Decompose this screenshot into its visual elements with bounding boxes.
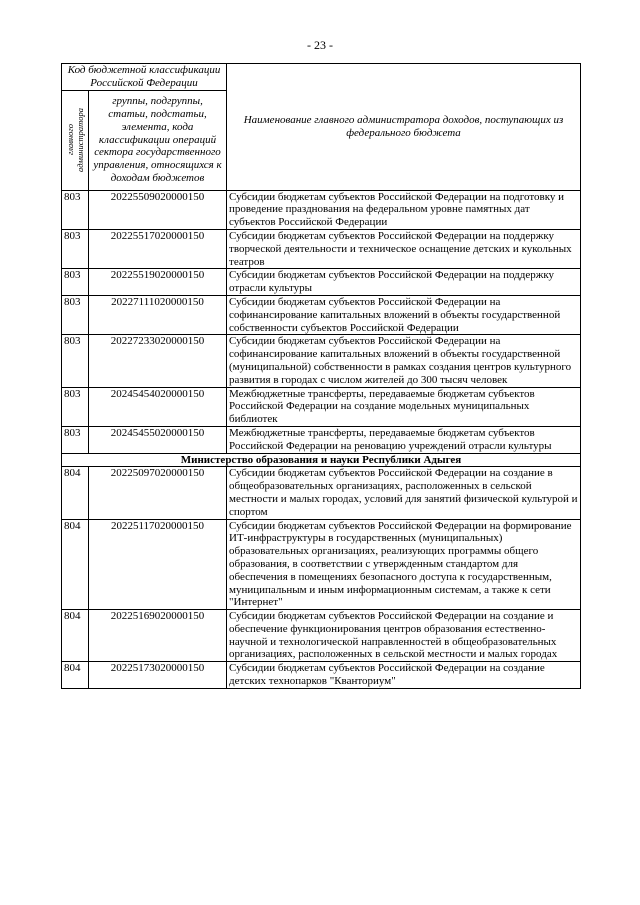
table-row: [62, 426, 581, 453]
header-code-column: группы, подгруппы, статьи, подстатьи, элемента, кода классификации операций сектора государственного управления, относящихся к доходам бюджетов: [89, 90, 227, 190]
cell-code: 20225519020000150: [89, 269, 227, 296]
table-row: [62, 519, 581, 610]
cell-admin: 803: [62, 229, 89, 268]
cell-name: Межбюджетные трансферты, передаваемые бюджетам субъектов Российской Федерации на реновацию учреждений отрасли культуры: [227, 426, 581, 453]
cell-code: 20225509020000150: [89, 190, 227, 229]
cell-admin: 804: [62, 519, 89, 610]
cell-admin: 804: [62, 662, 89, 689]
cell-admin: 804: [62, 467, 89, 519]
cell-name: Субсидии бюджетам субъектов Российской Федерации на создание детских технопарков "Кванториум": [227, 662, 581, 689]
cell-code: 20227233020000150: [89, 335, 227, 387]
budget-classification-table: [61, 63, 581, 689]
cell-code: 20225169020000150: [89, 610, 227, 662]
cell-code: 20225117020000150: [89, 519, 227, 610]
cell-code: 20227111020000150: [89, 295, 227, 334]
table-row: [62, 269, 581, 296]
cell-admin: 804: [62, 610, 89, 662]
cell-name: Субсидии бюджетам субъектов Российской Федерации на софинансирование капитальных вложений в объекты государственной (муниципальной) собственности в рамках создания центров культурного развития в городах с числом жителей до 300 тысяч человек: [227, 335, 581, 387]
cell-code: 20245454020000150: [89, 387, 227, 426]
cell-name: Субсидии бюджетам субъектов Российской Федерации на софинансирование капитальных вложений в объекты государственной собственности субъектов Российской Федерации: [227, 295, 581, 334]
cell-code: 20225517020000150: [89, 229, 227, 268]
cell-name: Межбюджетные трансферты, передаваемые бюджетам субъектов Российской Федерации на создание модельных муниципальных библиотек: [227, 387, 581, 426]
cell-admin: 803: [62, 295, 89, 334]
table-row: [62, 662, 581, 689]
header-admin-column: [62, 90, 89, 190]
cell-name: Субсидии бюджетам субъектов Российской Федерации на создание и обеспечение функционирования центров образования естественно-научной и технологической направленностей в общеобразовательных организациях, расположенных в сельской местности и малых городах: [227, 610, 581, 662]
header-admin-text: главного администратора: [65, 108, 85, 173]
header-code-group: Код бюджетной классификации Российской Федерации: [62, 64, 227, 91]
cell-name: Субсидии бюджетам субъектов Российской Федерации на подготовку и проведение празднования на федеральном уровне памятных дат субъектов Российской Федерации: [227, 190, 581, 229]
header-row-top: [62, 64, 581, 91]
cell-name: Субсидии бюджетам субъектов Российской Федерации на поддержку отрасли культуры: [227, 269, 581, 296]
table-row: [62, 335, 581, 387]
cell-admin: 803: [62, 387, 89, 426]
table-row: [62, 387, 581, 426]
table-row: [62, 467, 581, 519]
table-row: [62, 610, 581, 662]
table-row: [62, 229, 581, 268]
cell-code: 20245455020000150: [89, 426, 227, 453]
cell-admin: 803: [62, 426, 89, 453]
table-row: [62, 190, 581, 229]
cell-name: Субсидии бюджетам субъектов Российской Федерации на поддержку творческой деятельности и техническое оснащение детских и кукольных театров: [227, 229, 581, 268]
section-row: [62, 453, 581, 467]
cell-code: 20225173020000150: [89, 662, 227, 689]
page-number: - 23 -: [307, 38, 333, 52]
cell-code: 20225097020000150: [89, 467, 227, 519]
cell-admin: 803: [62, 269, 89, 296]
header-name-column: Наименование главного администратора доходов, поступающих из федерального бюджета: [227, 64, 581, 191]
cell-admin: 803: [62, 335, 89, 387]
cell-admin: 803: [62, 190, 89, 229]
cell-name: Субсидии бюджетам субъектов Российской Федерации на создание в общеобразовательных организациях, расположенных в сельской местности и малых городах, условий для занятий физической культурой и спортом: [227, 467, 581, 519]
section-title: Министерство образования и науки Республики Адыгея: [62, 453, 581, 467]
table-row: [62, 295, 581, 334]
cell-name: Субсидии бюджетам субъектов Российской Федерации на формирование ИТ-инфраструктуры в государственных (муниципальных) образовательных организациях, реализующих программы общего образования, в соответствии с утвержденным стандартом для обеспечения в помещениях безопасного доступа к государственным, муниципальным и иным информационным системам, а также к сети "Интернет": [227, 519, 581, 610]
